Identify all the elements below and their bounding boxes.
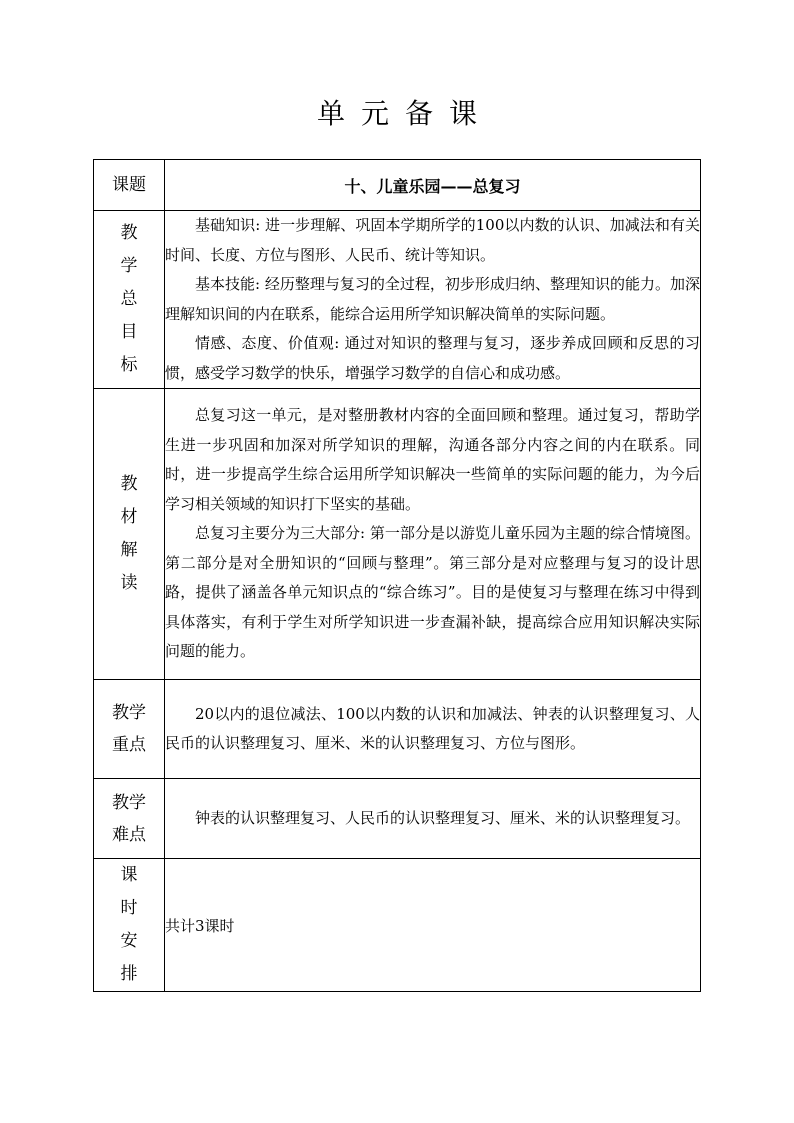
key-points-label-cell bbox=[94, 680, 165, 779]
difficult-points-paragraph: 钟表的认识整理复习、人民币的认识整理复习、厘米、米的认识整理复习。 bbox=[195, 808, 691, 827]
goals-label: 教学总目标 bbox=[120, 223, 138, 375]
goals-label-cell bbox=[94, 211, 165, 389]
key-points-paragraph: 20以内的退位减法、100以内数的认识和加减法、钟表的认识整理复习、人民币的认识整理复习、厘米、米的认识整理复习、方位与图形。 bbox=[165, 704, 700, 752]
material-paragraph: 总复习主要分为三大部分: 第一部分是以游览儿童乐园为主题的综合情境图。第二部分是对全册知识的“回顾与整理”。第三部分是对应整理与复习的设计思路，提供了涵盖各单元知识点的“综合练习”。目的是使复习与整理在练习中得到具体落实，有利于学生对所学知识进一步查漏补缺，提高综合应用知识解决实际问题的能力。 bbox=[165, 524, 700, 661]
goals-paragraph: 情感、态度、价值观: 通过对知识的整理与复习，逐步养成回顾和反思的习惯，感受学习数学的快乐，增强学习数学的自信心和成功感。 bbox=[165, 334, 700, 382]
goals-paragraph: 基础知识: 进一步理解、巩固本学期所学的100以内数的认识、加减法和有关时间、长度、方位与图形、人民币、统计等知识。 bbox=[165, 216, 700, 264]
difficult-points-row bbox=[94, 779, 701, 859]
difficult-points-label-cell bbox=[94, 779, 165, 859]
goals-paragraph: 基本技能: 经历整理与复习的全过程，初步形成归纳、整理知识的能力。加深理解知识间的内在联系，能综合运用所学知识解决简单的实际问题。 bbox=[165, 275, 700, 323]
key-points-row bbox=[94, 680, 701, 779]
schedule-label-cell bbox=[94, 859, 165, 992]
schedule-row bbox=[94, 859, 701, 992]
material-content bbox=[165, 389, 701, 680]
goals-content bbox=[165, 211, 701, 389]
schedule-value: 共计3课时 bbox=[165, 859, 701, 992]
page-title: 单元备课 bbox=[316, 97, 493, 130]
schedule-label: 课时安排 bbox=[120, 865, 138, 984]
difficult-points-content bbox=[165, 779, 701, 859]
topic-value: 十、儿童乐园——总复习 bbox=[165, 160, 701, 211]
material-label-cell bbox=[94, 389, 165, 680]
topic-row bbox=[94, 160, 701, 211]
lesson-plan-table bbox=[93, 159, 701, 992]
material-paragraph: 总复习这一单元，是对整册教材内容的全面回顾和整理。通过复习，帮助学生进一步巩固和加深对所学知识的理解，沟通各部分内容之间的内在联系。同时，进一步提高学生综合运用所学知识解决一些简单的实际问题的能力，为今后学习相关领域的知识打下坚实的基础。 bbox=[165, 406, 700, 513]
key-points-content bbox=[165, 680, 701, 779]
topic-label: 课题 bbox=[112, 175, 146, 195]
key-points-label: 教学重点 bbox=[112, 703, 146, 755]
difficult-points-label: 教学难点 bbox=[112, 792, 146, 845]
goals-row bbox=[94, 211, 701, 389]
material-row bbox=[94, 389, 701, 680]
material-label: 教材解读 bbox=[120, 474, 138, 593]
topic-label-cell bbox=[94, 160, 165, 211]
